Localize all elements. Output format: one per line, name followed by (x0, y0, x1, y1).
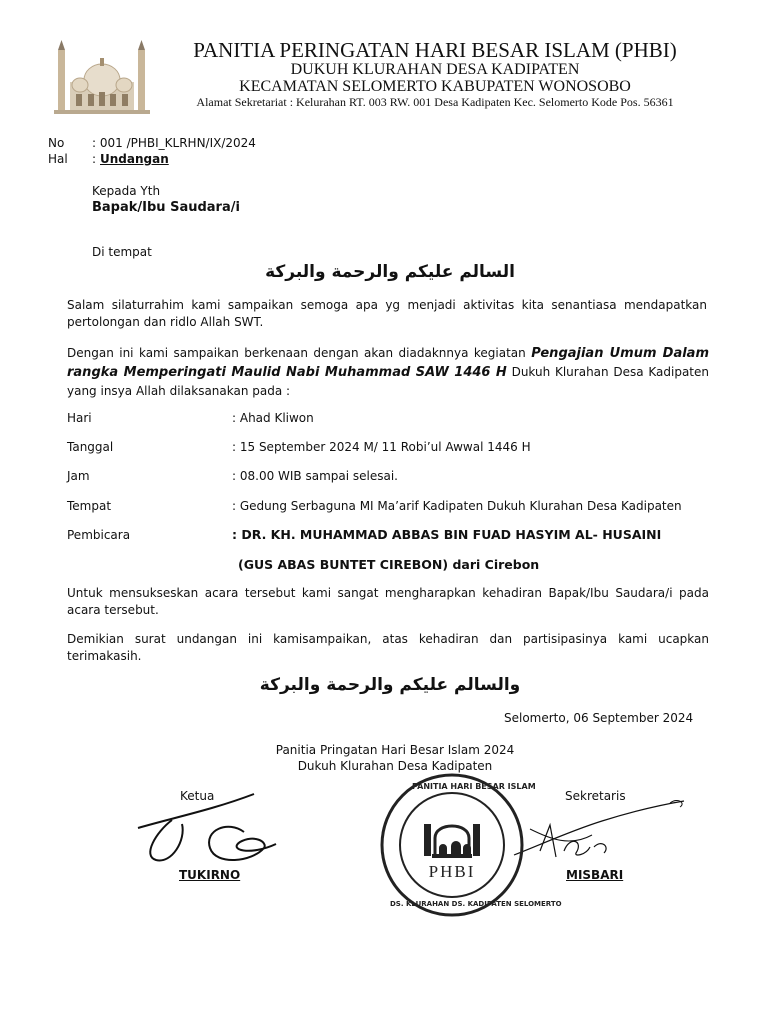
detail-value-pembicara: : DR. KH. MUHAMMAD ABBAS BIN FUAD HASYIM AL- HUSAINI (232, 527, 662, 542)
no-value: : 001 /PHBI_KLRHN/IX/2024 (92, 136, 256, 150)
detail-label-pembicara: Pembicara (67, 528, 131, 542)
hal-colon: : (92, 152, 97, 166)
greeting-open: السالم عليكم والرحمة والبركة (265, 262, 515, 282)
date-place: Selomerto, 06 September 2024 (504, 711, 694, 725)
ketua-signature (132, 790, 282, 870)
paragraph-2 (67, 344, 709, 400)
paragraph-2-after: Dukuh Klurahan Desa Kadipaten yang insya Allah dilaksanakan pada : (67, 365, 709, 398)
detail-value-tanggal: : 15 September 2024 M/ 11 Robi’ul Awwal 1446 H (232, 440, 531, 454)
paragraph-1: Salam silaturrahim kami sampaikan semoga apa yg menjadi aktivitas kita senantiasa mendapatkan pertolongan dan ridlo Allah SWT. (67, 298, 707, 329)
detail-label-hari: Hari (67, 411, 92, 425)
paragraph-4: Demikian surat undangan ini kamisampaikan, atas kehadiran dan partisipasinya kami ucapkan terimakasih. (67, 632, 709, 663)
detail-value-tempat: : Gedung Serbaguna MI Ma’arif Kadipaten Dukuh Klurahan Desa Kadipaten (232, 499, 682, 513)
stamp-center-text: PHBI (428, 862, 476, 881)
committee-line1: Panitia Pringatan Hari Besar Islam 2024 (275, 743, 515, 757)
sekretaris-signature (510, 795, 700, 875)
stamp-ring-top: PANITIA HARI BESAR ISLAM (412, 782, 536, 791)
no-label: No (48, 136, 65, 150)
role-ketua: Ketua (180, 789, 215, 803)
speaker-line-2: (GUS ABAS BUNTET CIREBON) dari Cirebon (238, 557, 540, 572)
ketua-name: TUKIRNO (179, 868, 241, 882)
detail-value-hari: : Ahad Kliwon (232, 411, 314, 425)
role-sekretaris: Sekretaris (565, 789, 626, 803)
recipient-place: Di tempat (92, 245, 152, 259)
paragraph-3: Untuk mensukseskan acara tersebut kami sangat mengharapkan kehadiran Bapak/Ibu Saudara/i pada acara tersebut. (67, 586, 709, 617)
event-name: Pengajian Umum Dalam rangka Memperingati Maulid Nabi Muhammad SAW 1446 H (67, 346, 709, 380)
hal-label: Hal (48, 152, 68, 166)
sekretaris-name: MISBARI (566, 868, 624, 882)
kepada-label: Kepada Yth (92, 184, 161, 198)
header-address: Alamat Sekretariat : Kelurahan RT. 003 RW. 001 Desa Kadipaten Kec. Selomerto Kode Pos. 56361 (196, 95, 674, 109)
header-line3: KECAMATAN SELOMERTO KABUPATEN WONOSOBO (239, 78, 631, 95)
committee-line2: Dukuh Klurahan Desa Kadipaten (297, 759, 493, 773)
detail-value-jam: : 08.00 WIB sampai selesai. (232, 469, 398, 483)
hal-value: Undangan (100, 152, 169, 166)
detail-label-tempat: Tempat (67, 499, 112, 513)
stamp-ring-bottom: DS. KLURAHAN DS. KADIPATEN SELOMERTO (390, 900, 562, 908)
header-line2: DUKUH KLURAHAN DESA KADIPATEN (290, 61, 580, 78)
detail-label-jam: Jam (67, 469, 90, 483)
phbi-stamp (377, 770, 562, 920)
paragraph-2-before: Dengan ini kami sampaikan berkenaan dengan akan diadaknnya kegiatan (67, 346, 532, 360)
greeting-close: والسالم عليكم والرحمة والبركة (259, 675, 521, 695)
header-title: PANITIA PERINGATAN HARI BESAR ISLAM (PHBI) (193, 38, 677, 62)
recipient-name: Bapak/Ibu Saudara/i (92, 200, 240, 215)
detail-label-tanggal: Tanggal (67, 440, 114, 454)
